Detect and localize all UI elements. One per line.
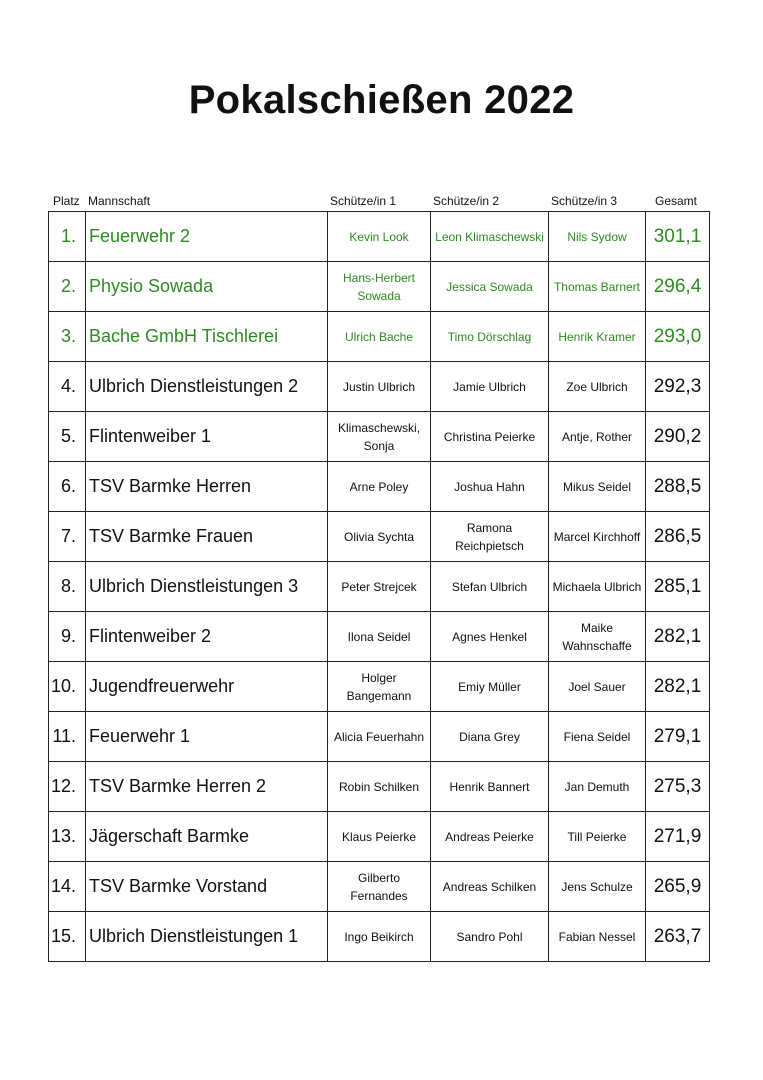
total-cell: 282,1 xyxy=(646,612,710,662)
table-row xyxy=(49,712,710,762)
table-row xyxy=(49,362,710,412)
table-row xyxy=(49,412,710,462)
total-cell: 290,2 xyxy=(646,412,710,462)
shooter-1-cell: Gilberto Fernandes xyxy=(328,862,431,912)
shooter-1-cell: Justin Ulbrich xyxy=(328,362,431,412)
table-row xyxy=(49,762,710,812)
team-cell: Ulbrich Dienstleistungen 1 xyxy=(86,912,328,962)
team-cell: Feuerwehr 1 xyxy=(86,712,328,762)
shooter-3-cell: Jan Demuth xyxy=(549,762,646,812)
header-schuetze-1: Schütze/in 1 xyxy=(330,194,397,208)
total-cell: 285,1 xyxy=(646,562,710,612)
shooter-2-cell: Leon Klimaschewski xyxy=(431,212,549,262)
rank-cell: 6. xyxy=(49,462,86,512)
team-cell: Flintenweiber 1 xyxy=(86,412,328,462)
table-row xyxy=(49,212,710,262)
table-row xyxy=(49,862,710,912)
shooter-2-cell: Agnes Henkel xyxy=(431,612,549,662)
shooter-2-cell: Henrik Bannert xyxy=(431,762,549,812)
shooter-1-cell: Alicia Feuerhahn xyxy=(328,712,431,762)
rank-cell: 14. xyxy=(49,862,86,912)
team-cell: Feuerwehr 2 xyxy=(86,212,328,262)
team-cell: Bache GmbH Tischlerei xyxy=(86,312,328,362)
shooter-3-cell: Antje, Rother xyxy=(549,412,646,462)
total-cell: 286,5 xyxy=(646,512,710,562)
shooter-2-cell: Jessica Sowada xyxy=(431,262,549,312)
shooter-3-cell: Fabian Nessel xyxy=(549,912,646,962)
team-cell: Flintenweiber 2 xyxy=(86,612,328,662)
shooter-3-cell: Maike Wahnschaffe xyxy=(549,612,646,662)
shooter-1-cell: Olivia Sychta xyxy=(328,512,431,562)
table-row xyxy=(49,662,710,712)
team-cell: Jägerschaft Barmke xyxy=(86,812,328,862)
total-cell: 279,1 xyxy=(646,712,710,762)
shooter-3-cell: Nils Sydow xyxy=(549,212,646,262)
header-gesamt: Gesamt xyxy=(655,194,698,208)
page-title: Pokalschießen 2022 xyxy=(188,78,575,122)
rank-cell: 1. xyxy=(49,212,86,262)
shooter-1-cell: Arne Poley xyxy=(328,462,431,512)
rank-cell: 11. xyxy=(49,712,86,762)
shooter-1-cell: Klaus Peierke xyxy=(328,812,431,862)
shooter-3-cell: Mikus Seidel xyxy=(549,462,646,512)
total-cell: 296,4 xyxy=(646,262,710,312)
shooter-3-cell: Joel Sauer xyxy=(549,662,646,712)
shooter-2-cell: Christina Peierke xyxy=(431,412,549,462)
shooter-2-cell: Jamie Ulbrich xyxy=(431,362,549,412)
rank-cell: 7. xyxy=(49,512,86,562)
rank-cell: 5. xyxy=(49,412,86,462)
total-cell: 275,3 xyxy=(646,762,710,812)
rank-cell: 10. xyxy=(49,662,86,712)
rank-cell: 9. xyxy=(49,612,86,662)
table-row xyxy=(49,312,710,362)
shooter-3-cell: Michaela Ulbrich xyxy=(549,562,646,612)
shooter-1-cell: Ulrich Bache xyxy=(328,312,431,362)
shooter-2-cell: Stefan Ulbrich xyxy=(431,562,549,612)
rank-cell: 8. xyxy=(49,562,86,612)
shooter-3-cell: Marcel Kirchhoff xyxy=(549,512,646,562)
rank-cell: 15. xyxy=(49,912,86,962)
shooter-1-cell: Peter Strejcek xyxy=(328,562,431,612)
header-schuetze-2: Schütze/in 2 xyxy=(433,194,500,208)
shooter-2-cell: Ramona Reichpietsch xyxy=(431,512,549,562)
shooter-2-cell: Andreas Schilken xyxy=(431,862,549,912)
rank-cell: 12. xyxy=(49,762,86,812)
rank-cell: 2. xyxy=(49,262,86,312)
team-cell: Ulbrich Dienstleistungen 3 xyxy=(86,562,328,612)
shooter-1-cell: Ilona Seidel xyxy=(328,612,431,662)
team-cell: Ulbrich Dienstleistungen 2 xyxy=(86,362,328,412)
total-cell: 271,9 xyxy=(646,812,710,862)
header-platz: Platz xyxy=(53,194,80,208)
table-row xyxy=(49,612,710,662)
total-cell: 282,1 xyxy=(646,662,710,712)
shooter-3-cell: Thomas Barnert xyxy=(549,262,646,312)
team-cell: Physio Sowada xyxy=(86,262,328,312)
team-cell: TSV Barmke Vorstand xyxy=(86,862,328,912)
total-cell: 301,1 xyxy=(646,212,710,262)
total-cell: 263,7 xyxy=(646,912,710,962)
shooter-3-cell: Till Peierke xyxy=(549,812,646,862)
header-mannschaft: Mannschaft xyxy=(88,194,151,208)
shooter-2-cell: Joshua Hahn xyxy=(431,462,549,512)
total-cell: 288,5 xyxy=(646,462,710,512)
shooter-1-cell: Ingo Beikirch xyxy=(328,912,431,962)
team-cell: TSV Barmke Herren 2 xyxy=(86,762,328,812)
table-row xyxy=(49,512,710,562)
shooter-3-cell: Fiena Seidel xyxy=(549,712,646,762)
shooter-2-cell: Andreas Peierke xyxy=(431,812,549,862)
table-row xyxy=(49,562,710,612)
shooter-3-cell: Jens Schulze xyxy=(549,862,646,912)
team-cell: TSV Barmke Herren xyxy=(86,462,328,512)
total-cell: 292,3 xyxy=(646,362,710,412)
total-cell: 265,9 xyxy=(646,862,710,912)
rank-cell: 4. xyxy=(49,362,86,412)
shooter-1-cell: Klimaschewski, Sonja xyxy=(328,412,431,462)
shooter-1-cell: Kevin Look xyxy=(328,212,431,262)
shooter-1-cell: Hans-Herbert Sowada xyxy=(328,262,431,312)
shooter-3-cell: Zoe Ulbrich xyxy=(549,362,646,412)
table-row xyxy=(49,462,710,512)
rank-cell: 3. xyxy=(49,312,86,362)
shooter-1-cell: Robin Schilken xyxy=(328,762,431,812)
results-table xyxy=(48,211,710,962)
team-cell: Jugendfreuerwehr xyxy=(86,662,328,712)
shooter-2-cell: Sandro Pohl xyxy=(431,912,549,962)
shooter-1-cell: Holger Bangemann xyxy=(328,662,431,712)
shooter-2-cell: Diana Grey xyxy=(431,712,549,762)
total-cell: 293,0 xyxy=(646,312,710,362)
shooter-2-cell: Emiy Müller xyxy=(431,662,549,712)
shooter-2-cell: Timo Dörschlag xyxy=(431,312,549,362)
table-row xyxy=(49,812,710,862)
rank-cell: 13. xyxy=(49,812,86,862)
shooter-3-cell: Henrik Kramer xyxy=(549,312,646,362)
table-row xyxy=(49,912,710,962)
table-row xyxy=(49,262,710,312)
team-cell: TSV Barmke Frauen xyxy=(86,512,328,562)
header-schuetze-3: Schütze/in 3 xyxy=(551,194,618,208)
